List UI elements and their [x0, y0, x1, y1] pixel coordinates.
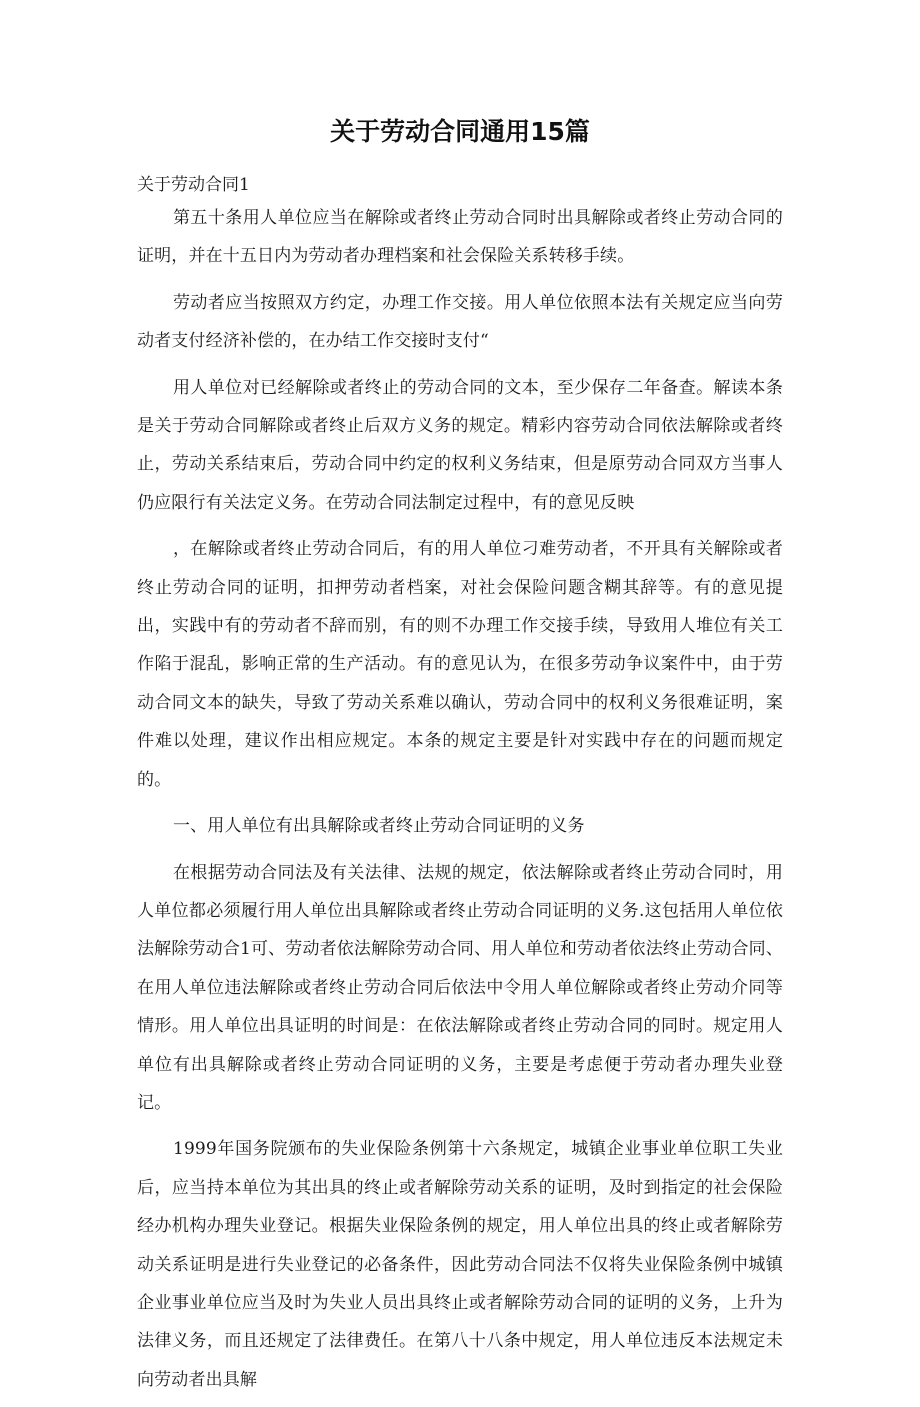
paragraph: ，在解除或者终止劳动合同后，有的用人单位刁难劳动者，不开具有关解除或者终止劳动合同的证明，扣押劳动者档案，对社会保险问题含糊其辞等。有的意见提出，实践中有的劳动者不辞而别，有的则不办理工作交接手续，导致用人堆位有关工作陷于混乱，影响正常的生产活动。有的意见认为，在很多劳动争议案件中，由于劳动合同文本的缺失，导致了劳动关系难以确认，劳动合同中的权利义务很难证明，案件难以处理，建议作出相应规定。本条的规定主要是针对实践中存在的问题而规定的。	[137, 539, 783, 790]
paragraph: 第五十条用人单位应当在解除或者终止劳动合同时出具解除或者终止劳动合同的证明，并在十五日内为劳动者办理档案和社会保险关系转移手续。	[137, 208, 783, 267]
paragraph: 1999年国务院颁布的失业保险条例第十六条规定，城镇企业事业单位职工失业后，应当持本单位为其出具的终止或者解除劳动关系的证明，及时到指定的社会保险经办机构办理失业登记。根据失业保险条例的规定，用人单位出具的终止或者解除劳动关系证明是进行失业登记的必备条件，因此劳动合同法不仅将失业保险条例中城镇企业事业单位应当及时为失业人员出具终止或者解除劳动合同的证明的义务，上升为法律义务，而且还规定了法律费任。在第八十八条中规定，用人单位违反本法规定未向劳动者出具解	[137, 1139, 783, 1390]
document-title: 关于劳动合同通用15篇	[330, 117, 590, 146]
document-body	[137, 199, 783, 1407]
paragraph: 一、用人单位有出具解除或者终止劳动合同证明的义务	[173, 816, 585, 837]
paragraph: 劳动者应当按照双方约定，办理工作交接。用人单位依照本法有关规定应当向劳动者支付经济补偿的，在办结工作交接时支付“	[137, 292, 783, 352]
section-heading: 关于劳动合同1	[137, 175, 250, 195]
paragraph: 在根据劳动合同法及有关法律、法规的规定，依法解除或者终止劳动合同时，用人单位都必须履行用人单位出具解除或者终止劳动合同证明的义务.这包括用人单位依法解除劳动合1可、劳动者依法解除劳动合同、用人单位和劳动者依法终止劳动合同、在用人单位违法解除或者终止劳动合同后依法中令用人单位解除或者终止劳动介同等情形。用人单位出具证明的时间是：在依法解除或者终止劳动合同的同时。规定用人单位有出具解除或者终止劳动合同证明的义务，主要是考虑便于劳动者办理失业登记。	[137, 862, 783, 1113]
paragraph: 用人单位对已经解除或者终止的劳动合同的文本，至少保存二年备查。解读本条是关于劳动合同解除或者终止后双方义务的规定。精彩内容劳动合同依法解除或者终止，劳动关系结束后，劳动合同中约定的权利义务结束，但是原劳动合同双方当事人仍应限行有关法定义务。在劳动合同法制定过程中，有的意见反映	[137, 377, 783, 513]
